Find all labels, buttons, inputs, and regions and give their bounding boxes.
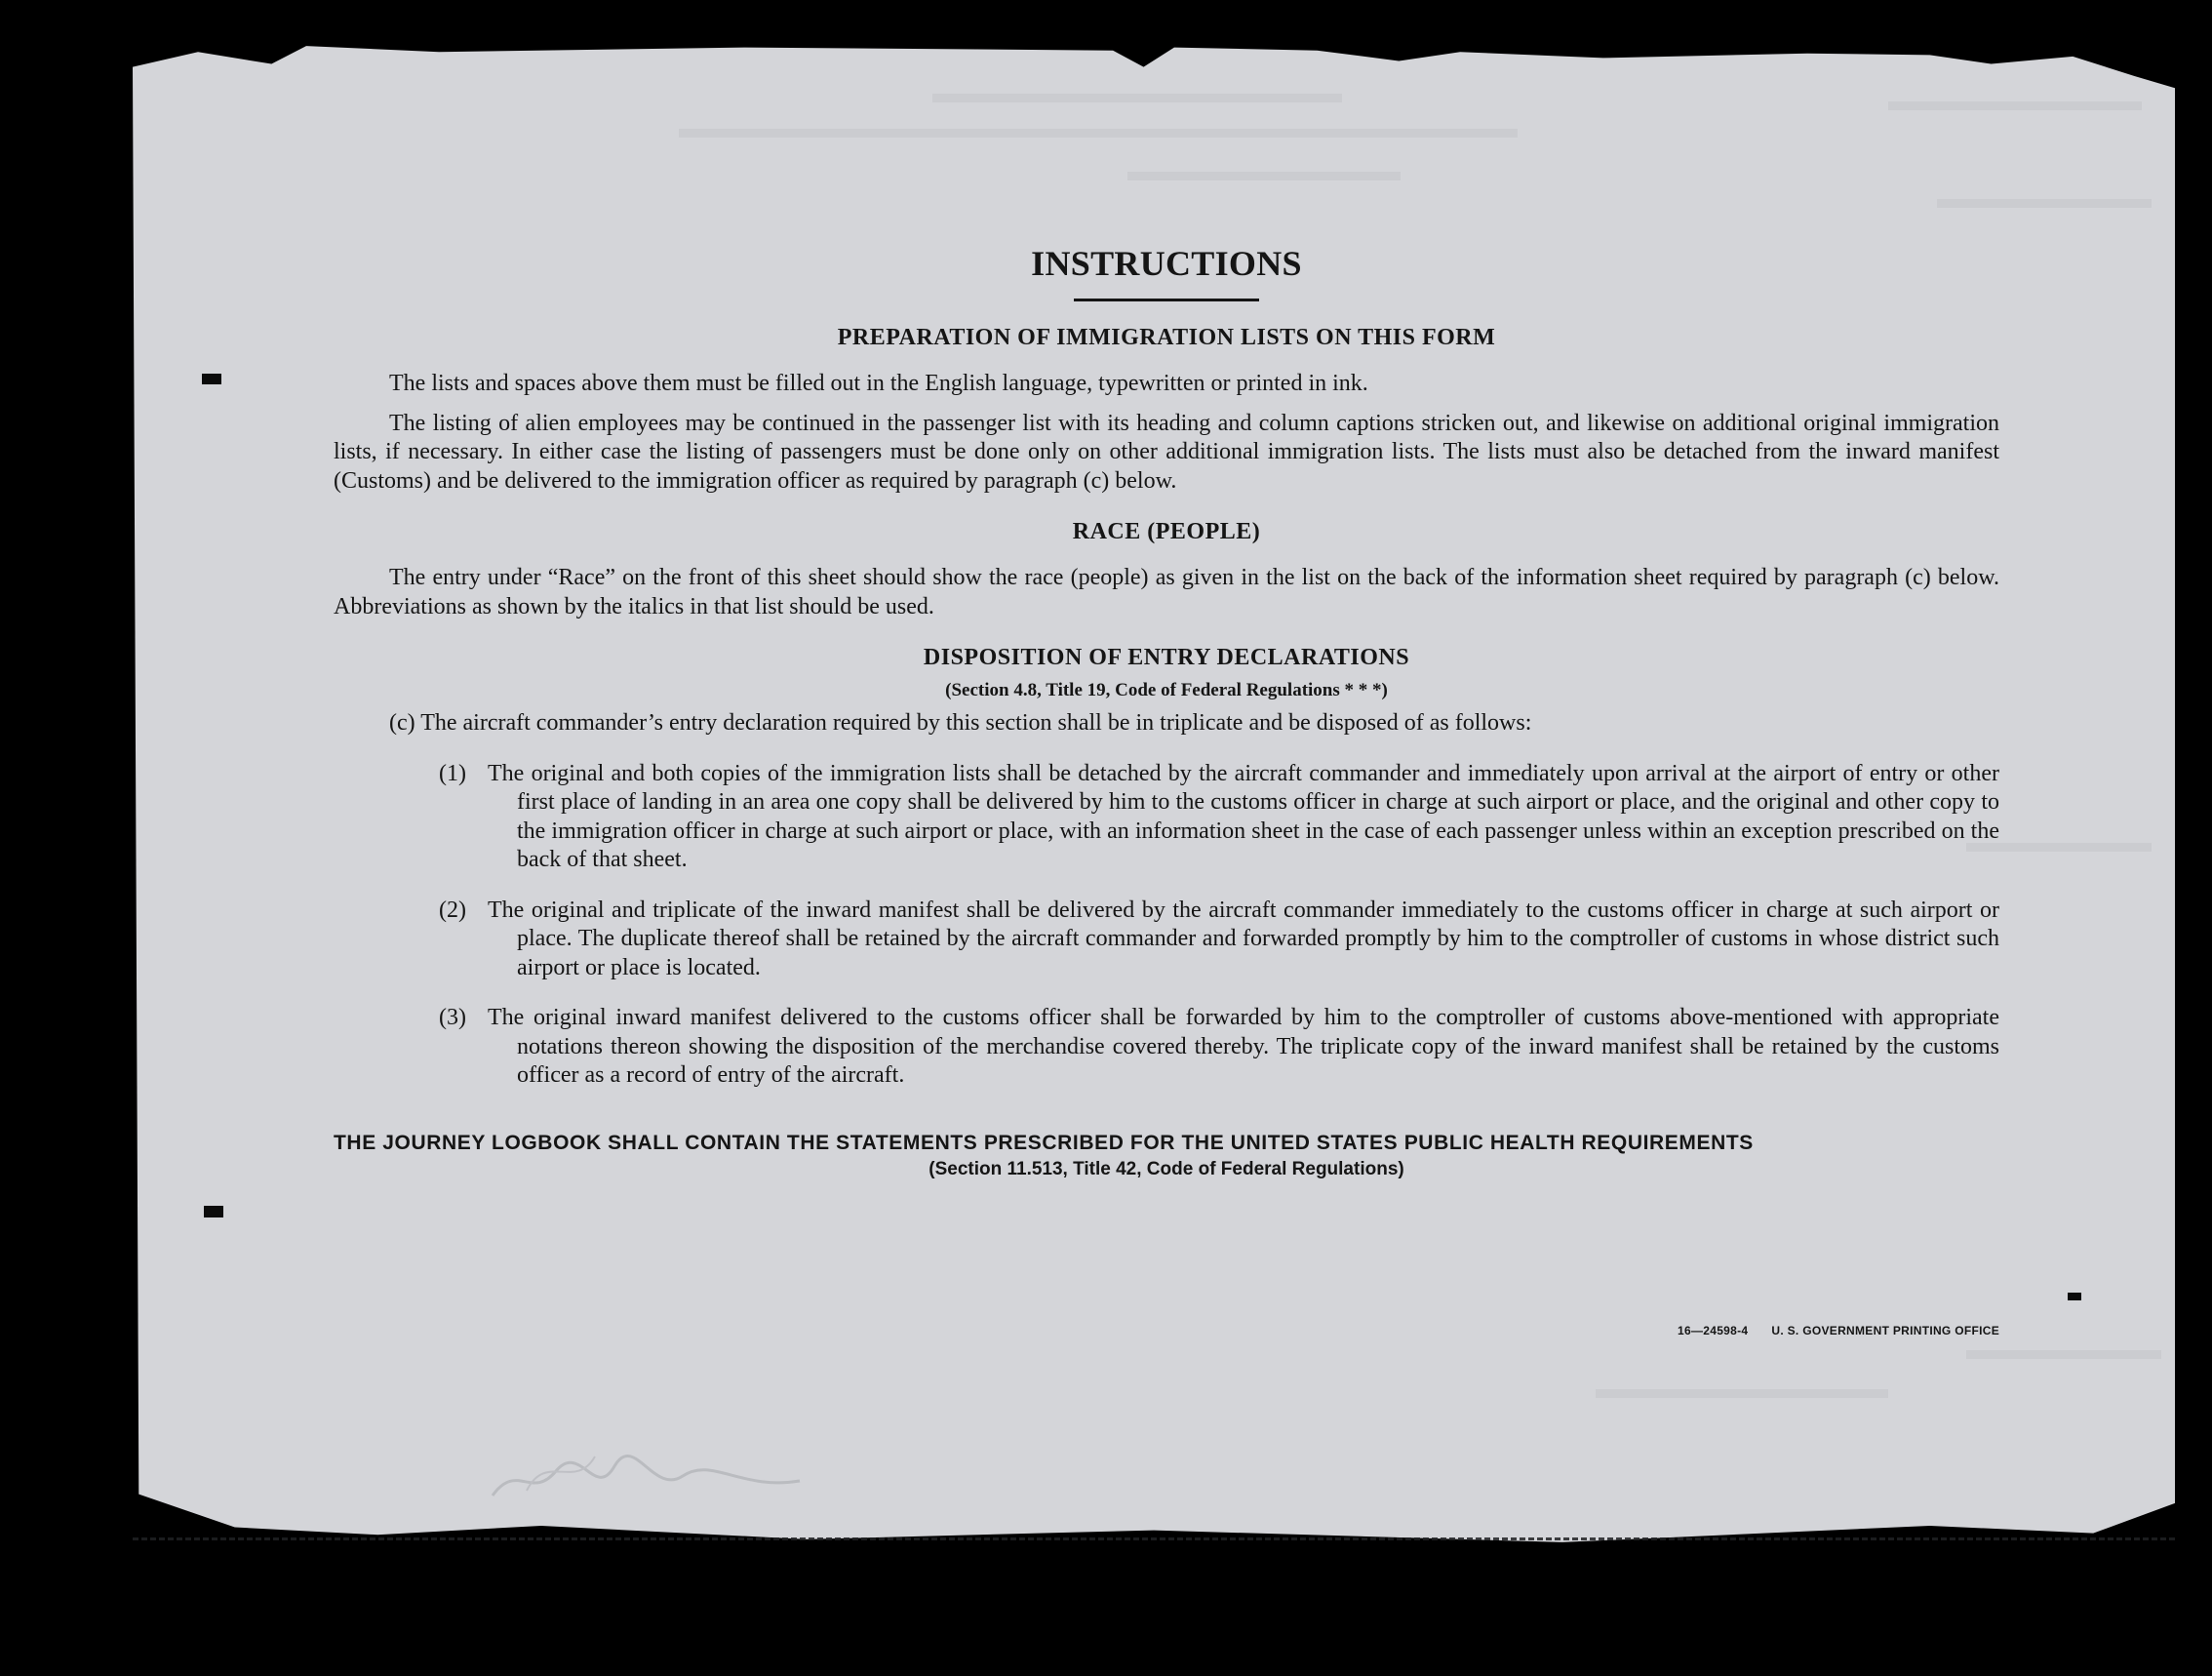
punch-mark — [202, 374, 221, 384]
printer-name: U. S. GOVERNMENT PRINTING OFFICE — [1771, 1324, 1999, 1337]
document-title: INSTRUCTIONS — [1031, 244, 1302, 283]
health-statement: THE JOURNEY LOGBOOK SHALL CONTAIN THE STATEMENTS PRESCRIBED FOR THE UNITED STATES PUBLIC HEALTH REQUIREMENTS — [334, 1131, 1754, 1154]
bleed-through — [1966, 1350, 2161, 1359]
preparation-paragraph-1: The lists and spaces above them must be filled out in the English language, typewritten or printed in ink. — [389, 371, 1368, 396]
form-number: 16—24598-4 — [1678, 1324, 1749, 1337]
bleed-through — [1127, 172, 1401, 180]
race-heading: RACE (PEOPLE) — [1072, 519, 1261, 544]
disposition-item — [439, 760, 1999, 875]
race-paragraph: The entry under “Race” on the front of this sheet should show the race (people) as given in the list on the back of the information sheet required by paragraph (c) below. Abbreviations as shown by the italics in that list should be used. — [334, 565, 1999, 619]
faint-signature — [488, 1442, 810, 1510]
bleed-through — [1888, 101, 2142, 110]
bleed-through — [1596, 1389, 1888, 1398]
punch-mark — [2068, 1293, 2081, 1300]
item-number: (2) — [439, 897, 466, 923]
disposition-heading: DISPOSITION OF ENTRY DECLARATIONS — [923, 645, 1410, 670]
disposition-item — [439, 897, 1999, 983]
perforation-line — [133, 1537, 2175, 1540]
punch-mark — [204, 1206, 223, 1217]
bleed-through — [932, 94, 1342, 102]
health-citation: (Section 11.513, Title 42, Code of Federal Regulations) — [928, 1158, 1404, 1179]
bleed-through — [679, 129, 1518, 138]
preparation-heading: PREPARATION OF IMMIGRATION LISTS ON THIS FORM — [837, 325, 1496, 350]
item-number: (3) — [439, 1005, 466, 1030]
item-number: (1) — [439, 760, 466, 786]
item-text: The original and both copies of the immigration lists shall be detached by the aircraft commander and immediately upon arrival at the airport of entry or other first place of landing in an area one copy shall be delivered by him to the customs officer in charge at such airport or place, and the original and other copy to the immigration officer in charge at such airport or place, with an information sheet in the case of each passenger unless within an exception prescribed on the back of that sheet. — [488, 760, 1999, 872]
disposition-citation: (Section 4.8, Title 19, Code of Federal Regulations * * *) — [945, 680, 1388, 700]
preparation-paragraph-2: The listing of alien employees may be continued in the passenger list with its heading and column captions stricken out, and likewise on additional original immigration lists, if necessary. In either case the listing of passengers must be done only on other additional immigration lists. The lists must also be detached from the inward manifest (Customs) and be delivered to the immigration officer as required by paragraph (c) below. — [334, 410, 1999, 494]
disposition-item — [439, 1004, 1999, 1091]
printer-imprint — [1654, 1317, 1999, 1346]
disposition-intro: (c) The aircraft commander’s entry declaration required by this section shall be in triplicate and be disposed of as follows: — [389, 710, 1532, 736]
item-text: The original inward manifest delivered to the customs officer shall be forwarded by him to the comptroller of customs above-mentioned with appropriate notations thereon showing the disposition of the merchandise covered thereby. The triplicate copy of the inward manifest shall be retained by the customs officer as a record of entry of the aircraft. — [488, 1005, 1999, 1088]
instructions-document — [334, 244, 1999, 1337]
title-rule — [1074, 299, 1259, 301]
item-text: The original and triplicate of the inward manifest shall be delivered by the aircraft commander immediately to the customs officer in charge at such airport or place. The duplicate thereof shall be retained by the aircraft commander and forwarded promptly by him to the comptroller of customs in whose district such airport or place is located. — [488, 897, 1999, 980]
bleed-through — [1937, 199, 2152, 208]
